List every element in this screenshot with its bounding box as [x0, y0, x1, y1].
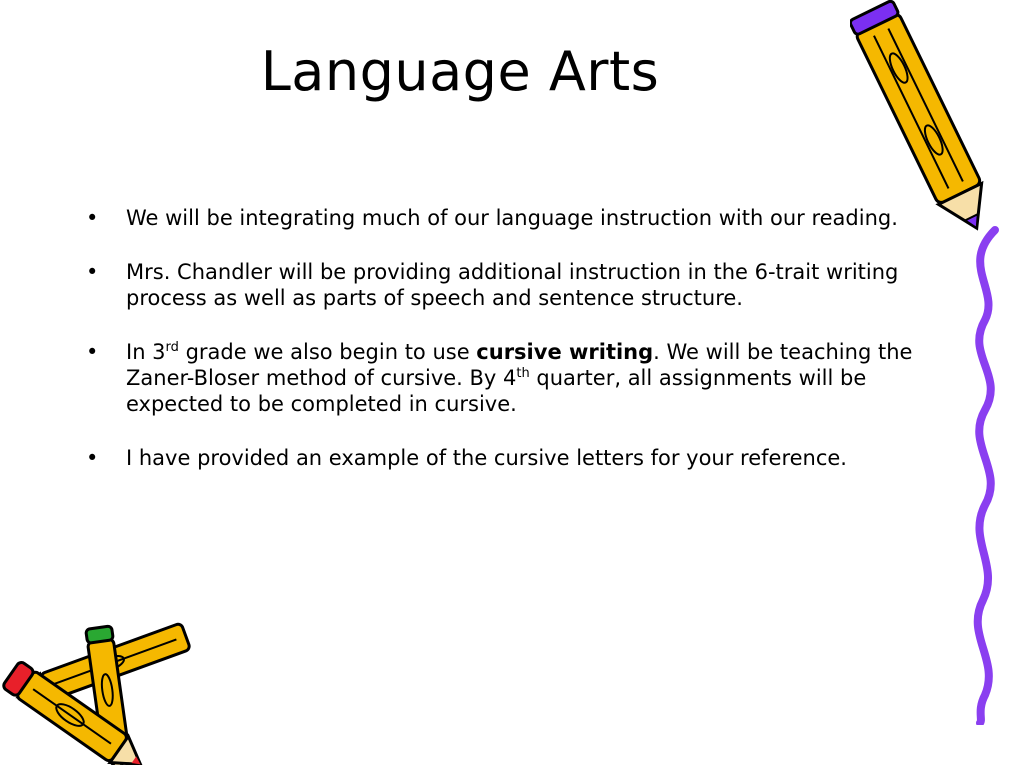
bullet-item [84, 259, 934, 311]
bullet-text: Mrs. Chandler will be providing additional instruction in the 6-trait writing process as well as parts of speech and sentence structure. [126, 260, 899, 310]
bullet-list [84, 205, 934, 499]
bullet-marker: • [86, 340, 99, 364]
bullet-item [84, 445, 934, 471]
crossed-pencils-icon [0, 615, 210, 765]
bullet-text-part: In 3 [126, 340, 166, 364]
bullet-text: I have provided an example of the cursive letters for your reference. [126, 446, 847, 470]
bullet-item [84, 205, 934, 231]
bullet-text-part: quarter, all assignments will be expected to be completed in cursive. [126, 366, 867, 416]
ordinal-suffix: th [516, 366, 530, 381]
ordinal-suffix: rd [165, 340, 179, 355]
bullet-item [84, 339, 934, 417]
squiggle-line-icon [955, 225, 1015, 725]
bullet-text: We will be integrating much of our language instruction with our reading. [126, 206, 898, 230]
bullet-text-part: grade we also begin to use [178, 340, 477, 364]
bullet-text [126, 340, 912, 416]
bullet-marker: • [86, 206, 99, 230]
bullet-marker: • [86, 446, 99, 470]
bold-term: cursive writing [476, 340, 654, 364]
slide-title: Language Arts [260, 40, 660, 103]
pencil-icon [850, 0, 1000, 245]
bullet-marker: • [86, 260, 99, 284]
bullet-text-part: . We will be teaching the Zaner-Bloser method of cursive. By 4 [126, 340, 913, 390]
